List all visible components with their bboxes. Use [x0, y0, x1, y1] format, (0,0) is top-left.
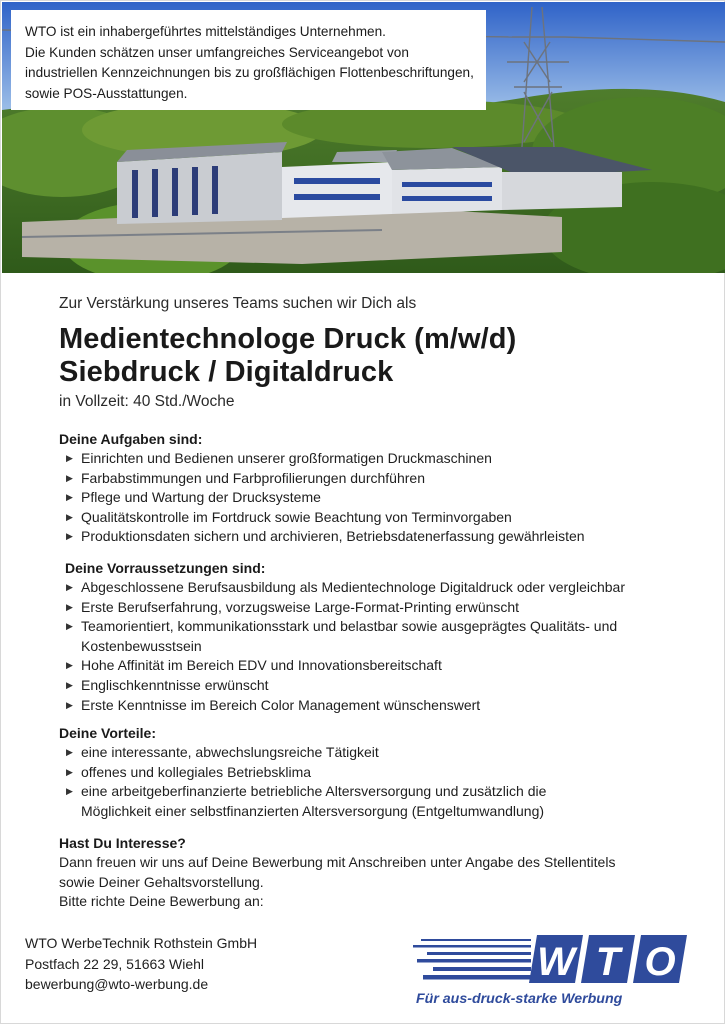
postal-address: Postfach 22 29, 51663 Wiehl — [25, 955, 205, 972]
bullet-icon: ▶ — [66, 492, 73, 503]
intro-line: Die Kunden schätzen unser umfangreiches Serviceangebot von — [25, 44, 409, 60]
interest-text: sowie Deiner Gehaltsvorstellung. — [59, 873, 264, 890]
list-item-text: Pflege und Wartung der Drucksysteme — [81, 489, 321, 506]
bullet-icon: ▶ — [66, 786, 73, 797]
list-item-continuation — [59, 802, 709, 822]
bullet-icon: ▶ — [66, 511, 73, 522]
list-item-text: Produktionsdaten sichern und archivieren, Betriebsdatenerfassung gewährleisten — [81, 528, 585, 545]
benefits-section — [59, 723, 709, 821]
tasks-list — [59, 449, 709, 547]
tasks-heading: Deine Aufgaben sind: — [59, 431, 203, 447]
bullet-icon: ▶ — [66, 453, 73, 463]
bullet-icon: ▶ — [66, 699, 73, 710]
list-item — [59, 676, 709, 696]
list-item-text: Erste Berufserfahrung, vorzugsweise Large-Format-Printing erwünscht — [81, 598, 520, 615]
intro-line: industriellen Kennzeichnungen bis zu großflächigen Flottenbeschriftungen, — [25, 65, 474, 80]
list-item — [59, 617, 709, 637]
bullet-icon: ▶ — [66, 531, 73, 542]
list-item-text: Abgeschlossene Berufsausbildung als Medientechnologe Digitaldruck oder vergleichbar — [81, 579, 625, 595]
list-item-text: eine arbeitgeberfinanzierte betriebliche Altersversorgung und zusätzlich die — [81, 783, 547, 800]
list-item — [59, 696, 709, 716]
list-item — [59, 743, 709, 763]
list-item — [59, 449, 709, 469]
requirements-section — [59, 558, 709, 715]
tasks-section — [59, 429, 709, 547]
interest-heading: Hast Du Interesse? — [59, 835, 186, 851]
wto-logo-graphic — [413, 929, 705, 987]
benefits-heading: Deine Vorteile: — [59, 725, 156, 741]
list-item — [59, 763, 709, 783]
requirements-heading: Deine Vorraussetzungen sind: — [65, 560, 266, 576]
bullet-icon: ▶ — [66, 621, 73, 632]
list-item — [59, 488, 709, 508]
list-item-text: offenes und kollegiales Betriebsklima — [81, 763, 312, 780]
intro-line: WTO ist ein inhabergeführtes mittelständiges Unternehmen. — [25, 24, 386, 39]
list-item-text: Qualitätskontrolle im Fortdruck sowie Beachtung von Terminvorgaben — [81, 508, 512, 525]
bullet-icon: ▶ — [66, 472, 73, 483]
list-item — [59, 782, 709, 802]
email-link[interactable]: bewerbung@wto-werbung.de — [25, 976, 209, 992]
benefits-list — [59, 743, 709, 821]
requirements-list — [59, 578, 709, 715]
intro-line: sowie POS-Ausstattungen. — [25, 85, 188, 101]
company-building-photo — [2, 2, 725, 273]
list-item-continuation — [59, 637, 709, 657]
list-item-text: Kostenbewusstsein — [81, 637, 202, 654]
list-item — [59, 469, 709, 489]
bullet-icon: ▶ — [66, 679, 73, 690]
list-item-text: Einrichten und Bedienen unserer großformatigen Druckmaschinen — [81, 450, 492, 466]
company-intro-box — [11, 10, 486, 110]
list-item-text: Englischkenntnisse erwünscht — [81, 676, 269, 693]
list-item — [59, 656, 709, 676]
logo-letter-t: T — [595, 940, 621, 984]
bullet-icon: ▶ — [66, 747, 73, 757]
interest-text: Dann freuen wir uns auf Deine Bewerbung mit Anschreiben unter Angabe des Stellentitels — [59, 854, 616, 870]
bullet-icon: ▶ — [66, 660, 73, 671]
interest-section — [59, 833, 709, 912]
bullet-icon: ▶ — [66, 766, 73, 777]
bullet-icon: ▶ — [66, 582, 73, 592]
logo-letter-w: W — [537, 940, 575, 984]
job-header — [59, 286, 699, 411]
logo-letter-o: O — [644, 940, 676, 984]
interest-text: Bitte richte Deine Bewerbung an: — [59, 893, 264, 910]
bullet-icon: ▶ — [66, 601, 73, 612]
job-lead: Zur Verstärkung unseres Teams suchen wir Dich als — [59, 295, 417, 312]
logo-slogan: Für aus-druck-starke Werbung — [416, 991, 623, 1007]
list-item — [59, 527, 709, 547]
list-item — [59, 508, 709, 528]
list-item — [59, 598, 709, 618]
job-hours: in Vollzeit: 40 Std./Woche — [59, 393, 235, 410]
job-title-line1: Medientechnologe Druck (m/w/d) — [59, 323, 517, 355]
company-name: WTO WerbeTechnik Rothstein GmbH — [25, 935, 258, 951]
list-item-text: Hohe Affinität im Bereich EDV und Innovationsbereitschaft — [81, 657, 442, 674]
list-item-text: Teamorientiert, kommunikationsstark und belastbar sowie ausgeprägtes Qualitäts- und — [81, 618, 618, 635]
list-item-text: Farbabstimmungen und Farbprofilierungen durchführen — [81, 469, 425, 486]
job-title-line2: Siebdruck / Digitaldruck — [59, 356, 394, 388]
contact-address — [25, 933, 257, 995]
list-item-text: Erste Kenntnisse im Bereich Color Management wünschenswert — [81, 696, 481, 713]
list-item — [59, 578, 709, 598]
list-item-text: Möglichkeit einer selbstfinanzierten Altersversorgung (Entgeltumwandlung) — [81, 802, 545, 819]
list-item-text: eine interessante, abwechslungsreiche Tätigkeit — [81, 744, 379, 760]
